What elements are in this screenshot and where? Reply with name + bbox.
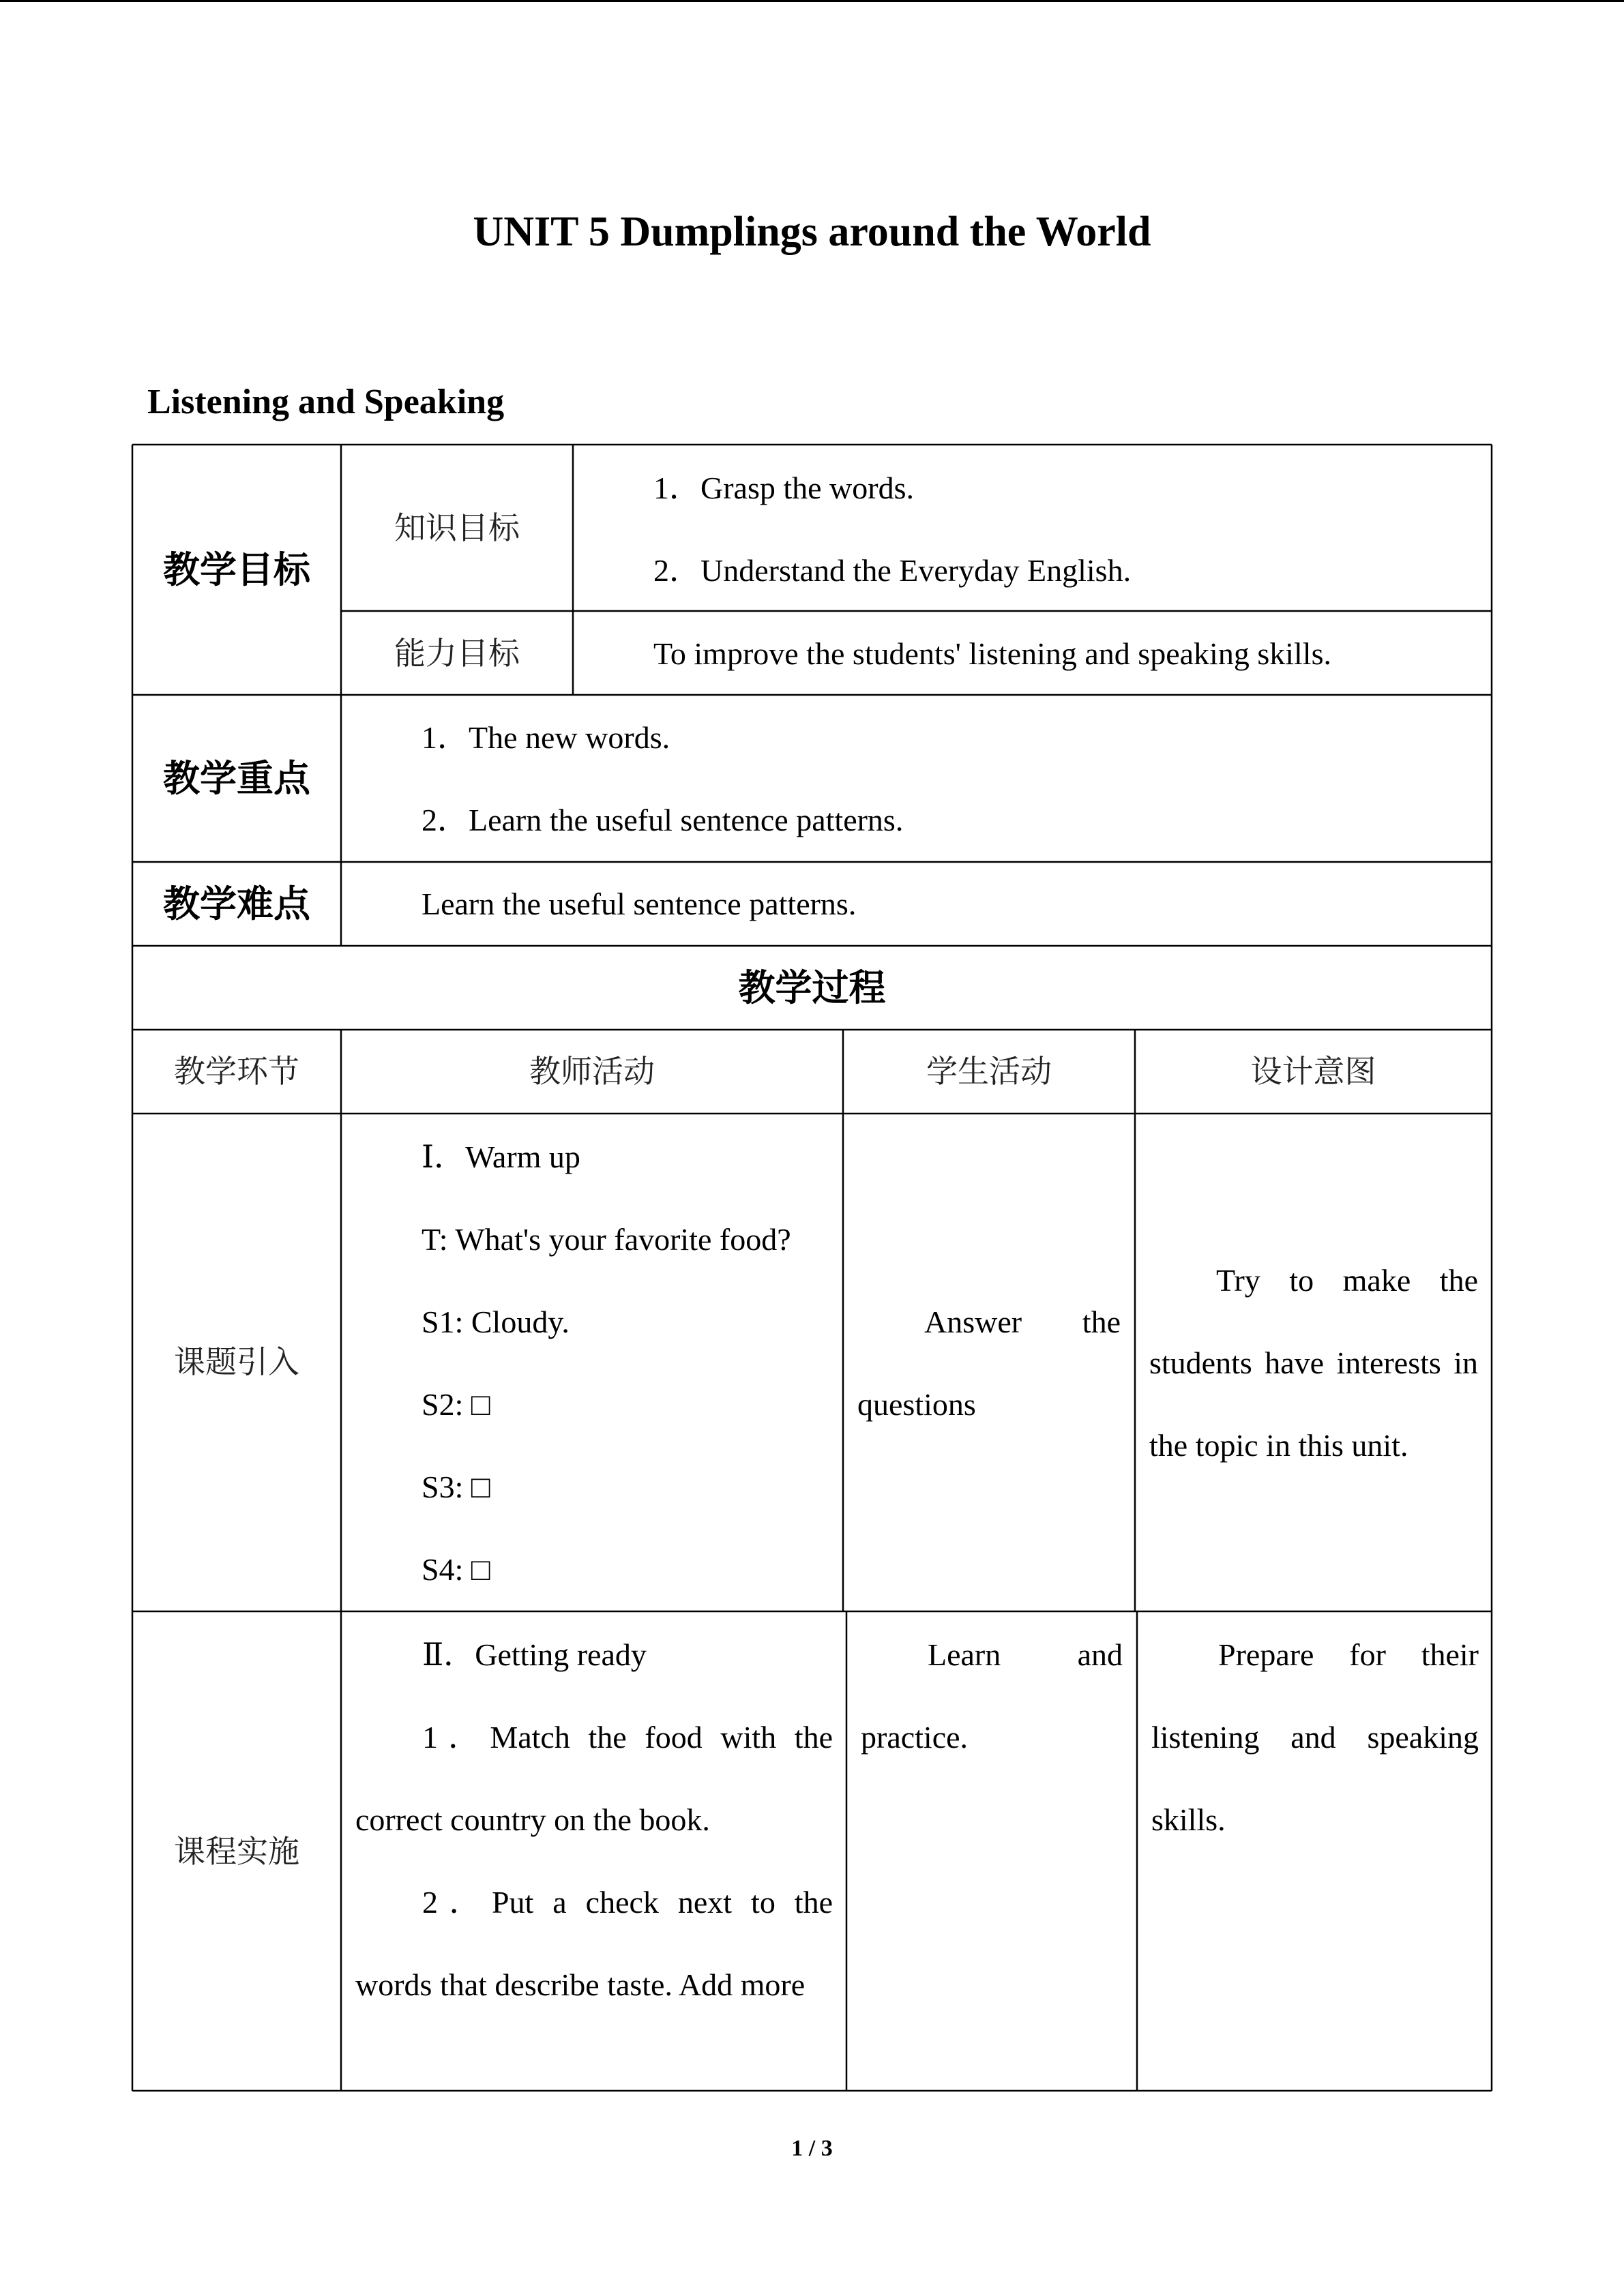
key-points-label: 教学重点 [163,757,310,800]
teacher-line: S2: □ [422,1387,490,1422]
teacher-line: 1．Match the food with the correct country on the book. [355,1720,833,1837]
stage-intro: 课题引入 [174,1343,299,1380]
teacher-line: T: What's your favorite food? [422,1222,791,1257]
ability-objective-text: To improve the students' listening and speaking skills. [653,636,1331,671]
section-subtitle: Listening and Speaking [147,383,505,421]
key-point-item-1: 1．The new words. [422,720,670,755]
stage-implementation: 课程实施 [174,1833,299,1870]
page-indicator: 1 / 3 [791,2136,833,2161]
knowledge-item-1: 1．Grasp the words. [653,471,914,505]
teacher-line: 2．Put a check next to the words that describe taste. Add more [355,1885,833,2002]
teacher-line: Ⅰ．Warm up [422,1139,580,1174]
student-activity-intro: Answer the questions [857,1304,1121,1422]
student-activity-implementation: Learn and practice. [861,1637,1123,1755]
difficulties-text: Learn the useful sentence patterns. [422,886,857,921]
header-student-activity: 学生活动 [926,1053,1052,1090]
header-stage: 教学环节 [174,1053,299,1090]
process-label: 教学过程 [738,966,886,1009]
teacher-line: S4: □ [422,1552,490,1587]
difficulties-label: 教学难点 [163,882,310,925]
teacher-line: S1: Cloudy. [422,1304,570,1339]
teacher-line: Ⅱ．Getting ready [422,1637,647,1672]
design-intent-intro: Try to make the students have interests in the topic in this unit. [1149,1263,1478,1463]
document-title: UNIT 5 Dumplings around the World [473,209,1151,255]
header-teacher-activity: 教师活动 [529,1053,655,1090]
objectives-label: 教学目标 [163,548,310,591]
knowledge-item-2: 2．Understand the Everyday English. [653,553,1132,588]
design-intent-implementation: Prepare for their listening and speaking skills. [1151,1637,1479,1837]
ability-objective-label: 能力目标 [394,635,520,672]
teacher-line: S3: □ [422,1470,490,1504]
knowledge-objective-label: 知识目标 [394,509,520,546]
key-point-item-2: 2．Learn the useful sentence patterns. [422,803,904,837]
header-design-intent: 设计意图 [1250,1053,1376,1090]
